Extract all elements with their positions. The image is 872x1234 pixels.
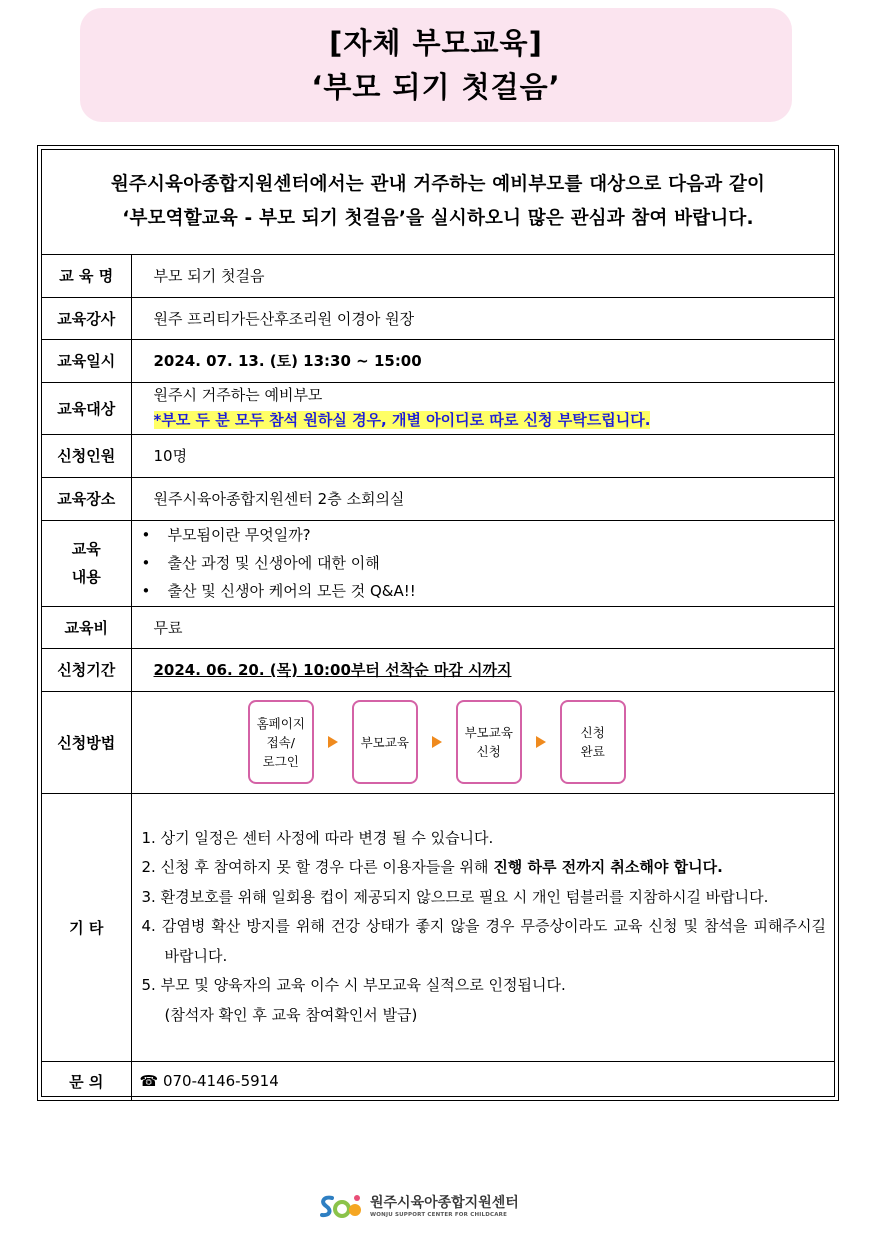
label-content-1: 교육 (71, 540, 101, 558)
target-notice: *부모 두 분 모두 참석 원하실 경우, 개별 아이디로 따로 신청 부탁드립니다. (153, 411, 651, 429)
note-sub: (참석자 확인 후 교육 참여확인서 발급) (164, 1005, 418, 1024)
note-item: 3. 환경보호를 위해 일회용 컵이 제공되지 않으므로 필요 시 개인 텀블러를 지참하시길 바랍니다. (141, 887, 769, 906)
value-contact: 070-4146-5914 (162, 1072, 279, 1091)
content-list (132, 521, 835, 605)
row-contact (42, 1061, 834, 1101)
label-name: 교 육 명 (42, 254, 131, 297)
value-target: 원주시 거주하는 예비부모 (153, 386, 323, 404)
title-line-1: [자체 부모교육] (329, 26, 543, 60)
row-period (42, 648, 834, 691)
label-instructor: 교육강사 (42, 297, 131, 339)
arrow-right-icon (328, 736, 338, 748)
row-capacity (42, 434, 834, 477)
value-period: 2024. 06. 20. (목) 10:00부터 선착순 마감 시까지 (153, 661, 512, 679)
row-target (42, 382, 834, 434)
apply-flow (40, 700, 835, 784)
label-datetime: 교육일시 (42, 339, 131, 382)
value-name: 부모 되기 첫걸음 (131, 254, 834, 297)
row-instructor (42, 297, 834, 339)
row-place (42, 477, 834, 520)
note-item: 2. 신청 후 참여하지 못 할 경우 다른 이용자들을 위해 진행 하루 전까지 취소해야 합니다. (141, 858, 723, 877)
label-period: 신청기간 (42, 648, 131, 691)
arrow-right-icon (432, 736, 442, 748)
intro-line-2: ‘부모역할교육 - 부모 되기 첫걸음’을 실시하오니 많은 관심과 참여 바랍니다. (122, 207, 754, 229)
label-target: 교육대상 (42, 382, 131, 434)
content-item: • 출산 및 신생아 케어의 모든 것 Q&A!! (142, 577, 835, 605)
row-datetime (42, 339, 834, 382)
info-frame (37, 145, 839, 1101)
step-homepage-login: 홈페이지 접속/ 로그인 (248, 700, 314, 784)
value-fee: 무료 (131, 606, 834, 648)
note-item: 4. 감염병 확산 방지를 위해 건강 상태가 좋지 않을 경우 무증상이라도 교육 신청 및 참석을 피해주시길 바랍니다. (141, 917, 826, 965)
label-etc: 기 타 (42, 793, 131, 1061)
footer-name-en: WONJU SUPPORT CENTER FOR CHILDCARE (370, 1212, 508, 1218)
label-contact: 문 의 (42, 1061, 131, 1101)
content-item: • 부모됨이란 무엇일까? (142, 521, 835, 549)
row-content (42, 520, 834, 606)
note-item: 5. 부모 및 양육자의 교육 이수 시 부모교육 실적으로 인정됩니다. (141, 976, 566, 995)
arrow-right-icon (536, 736, 546, 748)
row-method (42, 691, 834, 793)
value-instructor: 원주 프리티가든산후조리원 이경아 원장 (131, 297, 834, 339)
label-method: 신청방법 (42, 691, 131, 793)
value-place: 원주시육아종합지원센터 2층 소회의실 (131, 477, 834, 520)
row-fee (42, 606, 834, 648)
row-etc (42, 793, 834, 1061)
info-table (42, 150, 834, 1101)
footer-name-ko: 원주시육아종합지원센터 (370, 1195, 519, 1211)
intro-line-1: 원주시육아종합지원센터에서는 관내 거주하는 예비부모를 대상으로 다음과 같이 (110, 173, 766, 195)
title-banner (80, 8, 792, 122)
label-capacity: 신청인원 (42, 434, 131, 477)
value-capacity: 10명 (131, 434, 834, 477)
label-fee: 교육비 (42, 606, 131, 648)
value-datetime: 2024. 07. 13. (토) 13:30 ~ 15:00 (131, 339, 834, 382)
step-apply-complete: 신청 완료 (560, 700, 626, 784)
row-name (42, 254, 834, 297)
step-parent-edu: 부모교육 (352, 700, 418, 784)
center-logo-icon (318, 1192, 364, 1222)
title-line-2: ‘부모 되기 첫걸음’ (311, 70, 561, 104)
footer-logo (318, 1192, 519, 1222)
intro-text (42, 150, 834, 254)
phone-icon: ☎ (139, 1072, 159, 1091)
etc-notes (131, 793, 834, 1061)
label-content-2: 내용 (71, 568, 101, 586)
note-item: 1. 상기 일정은 센터 사정에 따라 변경 될 수 있습니다. (141, 828, 494, 847)
label-place: 교육장소 (42, 477, 131, 520)
content-item: • 출산 과정 및 신생아에 대한 이해 (142, 549, 835, 577)
step-edu-apply: 부모교육 신청 (456, 700, 522, 784)
